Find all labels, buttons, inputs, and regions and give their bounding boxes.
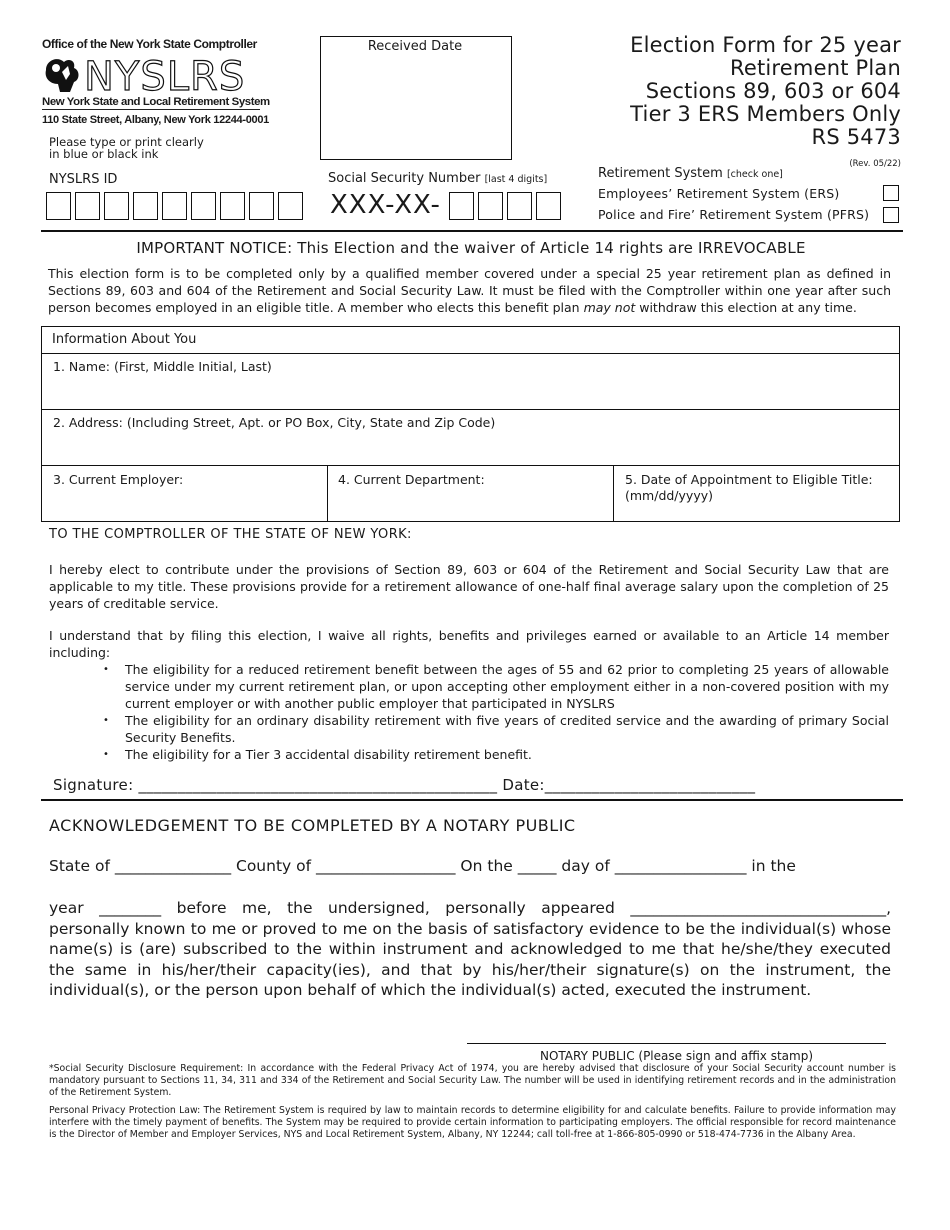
appointment-date-format: (mm/dd/yyyy) xyxy=(625,488,713,503)
logo-divider xyxy=(42,109,260,110)
waiver-bullet-list xyxy=(125,661,889,763)
section-divider xyxy=(41,799,903,801)
ssn-label xyxy=(328,171,547,186)
nyslrs-digit-box[interactable] xyxy=(133,192,158,220)
notary-signature-label: NOTARY PUBLIC (Please sign and affix stamp) xyxy=(539,1049,814,1063)
signature-date-line: Signature: ______________________________________________ Date:___________________________ xyxy=(53,776,756,794)
notice-body-a: This election form is to be completed only by a qualified member covered under a special 25 year retirement plan as defined in Sections 89, 603 and 604 of the Retirement and Social Security Law. It must be filed with the Comptroller within one year after such person becomes employed in an eligible title. A member who elects this benefit plan xyxy=(48,266,891,315)
notice-body-emphasis: may not xyxy=(583,300,636,315)
address-field-label: 2. Address: (Including Street, Apt. or PO Box, City, State and Zip Code) xyxy=(53,415,496,430)
row-divider xyxy=(41,409,900,410)
nyslrs-logo-icon xyxy=(40,52,264,96)
nyslrs-digit-box[interactable] xyxy=(104,192,129,220)
ssn-digit-box[interactable] xyxy=(507,192,532,220)
appointment-date-field[interactable] xyxy=(614,505,898,520)
title-line-4: Tier 3 ERS Members Only xyxy=(630,102,901,126)
election-paragraph-2: I understand that by filing this election, I waive all rights, benefits and privileges earned or available to an Article 14 member including: xyxy=(49,628,889,660)
notary-state-line: State of _______________ County of __________________ On the _____ day of _________________ in the xyxy=(49,857,796,875)
nyslrs-digit-box[interactable] xyxy=(162,192,187,220)
row-divider xyxy=(41,465,900,466)
received-date-box[interactable] xyxy=(320,36,512,160)
employer-field[interactable] xyxy=(42,490,326,520)
revision-date: (Rev. 05/22) xyxy=(849,159,901,169)
retirement-system-text: Retirement System xyxy=(598,166,723,181)
appointment-date-label xyxy=(625,472,873,504)
system-address: 110 State Street, Albany, New York 12244-0001 xyxy=(42,114,270,126)
privacy-law-text: Personal Privacy Protection Law: The Retirement System is required by law to maintain records to determine eligibility for and calculate benefits. Failure to provide information may interfere with the timely payment of benefits. The System may be required to provide certain information to participating employers. The official responsible for record maintenance is the Director of Member and Employer Services, NYS and Local Retirement System, Albany, NY 12244; call toll-free at 1-866-805-0990 or 518-474-7736 in the Albany Area. xyxy=(49,1105,896,1140)
notice-body-b: withdraw this election at any time. xyxy=(635,300,857,315)
notary-acknowledgement-text: year ________ before me, the undersigned, personally appeared _________________________________, personally known to me or proved to me on the basis of satisfactory evidence to be the individual(s) whose name(s) is (are) subscribed to the within instrument and acknowledged to me that he/she/they executed the same in his/her/their capacity(ies), and that by his/her/their signature(s) on the instrument, the individual(s), or the person upon behalf of which the individual(s) acted, executed the instrument. xyxy=(49,899,891,999)
system-name: New York State and Local Retirement System xyxy=(42,96,270,108)
signature-field[interactable] xyxy=(135,776,570,796)
title-line-3: Sections 89, 603 or 604 xyxy=(645,79,901,103)
ssn-digit-box[interactable] xyxy=(536,192,561,220)
ssn-prefix: XXX-XX- xyxy=(330,190,441,220)
ssn-label-text: Social Security Number xyxy=(328,171,481,186)
nyslrs-digit-box[interactable] xyxy=(46,192,71,220)
print-note-line2: in blue or black ink xyxy=(49,147,159,161)
department-field[interactable] xyxy=(328,490,612,520)
notary-heading: ACKNOWLEDGEMENT TO BE COMPLETED BY A NOTARY PUBLIC xyxy=(49,816,576,835)
waiver-bullet: • The eligibility for a reduced retirement benefit between the ages of 55 and 62 prior to completing 25 years of allowable service under my current retirement plan, or upon accepting other employment either in a non-covered position with my current employer or with another public employer that participated in NYSLRS xyxy=(125,661,889,712)
election-paragraph-1: I hereby elect to contribute under the provisions of Section 89, 603 or 604 of the Retirement and Social Security Law that are applicable to my title. These provisions provide for a retirement allowance of one-half final average salary upon the completion of 25 years of creditable service. xyxy=(49,562,889,611)
pfrs-checkbox[interactable] xyxy=(883,207,899,223)
to-comptroller-heading: TO THE COMPTROLLER OF THE STATE OF NEW YORK: xyxy=(49,527,412,542)
nyslrs-digit-box[interactable] xyxy=(220,192,245,220)
nyslrs-digit-box[interactable] xyxy=(249,192,274,220)
received-date-label: Received Date xyxy=(367,39,463,54)
appointment-date-label-text: 5. Date of Appointment to Eligible Title: xyxy=(625,472,873,487)
retirement-system-label xyxy=(598,166,783,181)
ers-option-label: Employees’ Retirement System (ERS) xyxy=(598,186,840,201)
retirement-system-sub: [check one] xyxy=(726,169,783,180)
ers-checkbox[interactable] xyxy=(883,185,899,201)
title-line-2: Retirement Plan xyxy=(730,56,901,80)
nyslrs-logo xyxy=(40,52,264,96)
print-instructions xyxy=(49,136,239,160)
name-field-label: 1. Name: (First, Middle Initial, Last) xyxy=(53,359,272,374)
form-title xyxy=(630,34,901,149)
pfrs-option-label: Police and Fire’ Retirement System (PFRS) xyxy=(598,207,870,222)
name-field[interactable] xyxy=(42,376,898,408)
nyslrs-digit-box[interactable] xyxy=(191,192,216,220)
title-line-1: Election Form for 25 year xyxy=(630,33,901,57)
logo-text: NYSLRS xyxy=(84,54,246,96)
important-notice-heading: IMPORTANT NOTICE: This Election and the waiver of Article 14 rights are IRREVOCABLE xyxy=(136,239,806,257)
header-divider xyxy=(41,230,903,232)
notice-body xyxy=(48,265,891,316)
date-field[interactable] xyxy=(619,776,889,796)
address-field[interactable] xyxy=(42,432,898,464)
waiver-bullet: • The eligibility for an ordinary disability retirement with five years of credited service and the awarding of primary Social Security Benefits. xyxy=(125,712,889,746)
print-note-line1: Please type or print clearly xyxy=(49,135,204,149)
information-heading: Information About You xyxy=(41,326,900,354)
ssn-digit-box[interactable] xyxy=(478,192,503,220)
nyslrs-digit-box[interactable] xyxy=(75,192,100,220)
ssn-digit-box[interactable] xyxy=(449,192,474,220)
waiver-bullet: • The eligibility for a Tier 3 accidental disability retirement benefit. xyxy=(125,746,889,763)
ssn-label-sub: [last 4 digits] xyxy=(484,174,548,185)
notary-signature-line[interactable] xyxy=(467,1043,886,1044)
nyslrs-id-label: NYSLRS ID xyxy=(49,172,118,187)
department-field-label: 4. Current Department: xyxy=(338,472,485,487)
office-name: Office of the New York State Comptroller xyxy=(42,37,257,51)
form-number: RS 5473 xyxy=(811,125,901,149)
ssn-disclosure-text: *Social Security Disclosure Requirement: In accordance with the Federal Privacy Act of 1974, you are hereby advised that disclosure of your Social Security account number is mandatory pursuant to Sections 11, 34, 311 and 334 of the Retirement and Social Security Law. The number will be used in identifying retirement records and in the administration of the Retirement System. xyxy=(49,1063,896,1098)
nyslrs-digit-box[interactable] xyxy=(278,192,303,220)
employer-field-label: 3. Current Employer: xyxy=(53,472,184,487)
